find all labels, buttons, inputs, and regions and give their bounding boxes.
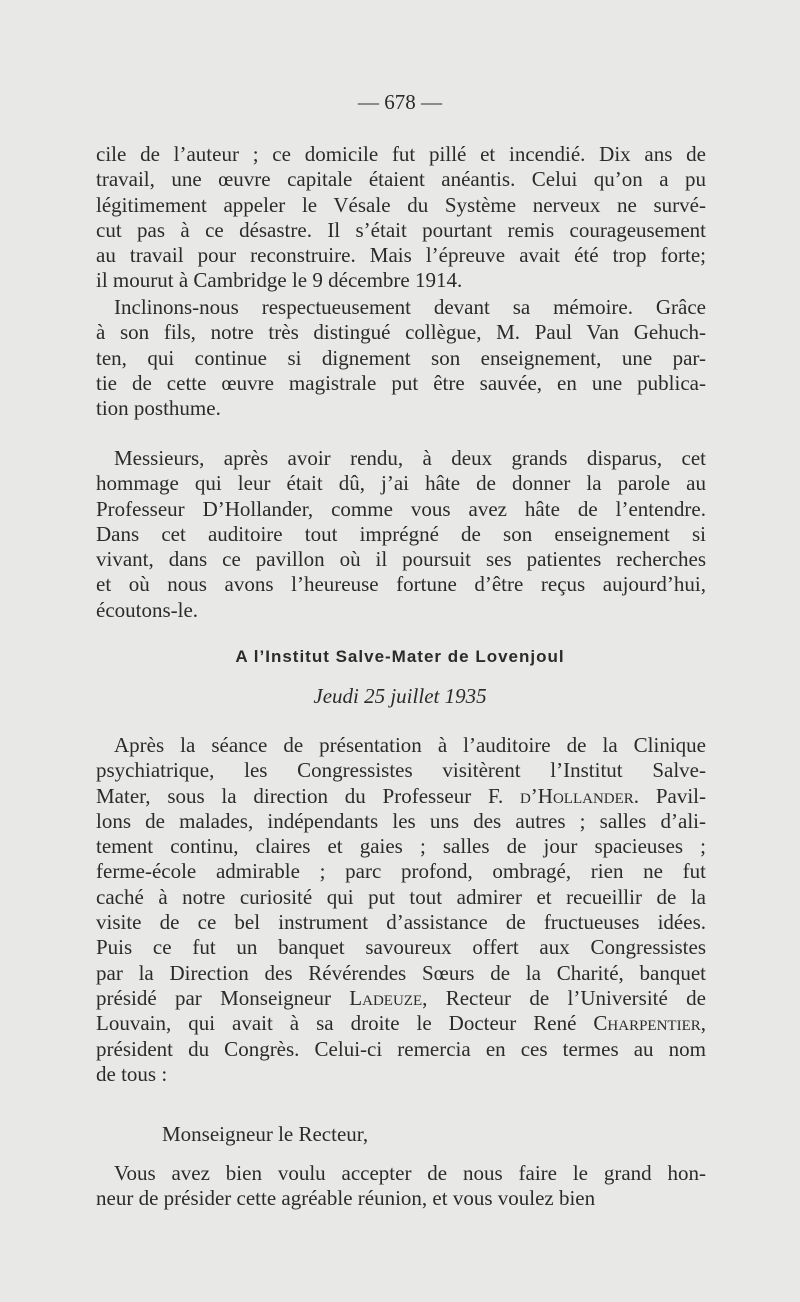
text-line: Messieurs, après avoir rendu, à deux grands disparus, cet bbox=[114, 446, 706, 470]
person-name: d’Hollander bbox=[519, 783, 634, 808]
text-segment: , Recteur de l’Université de bbox=[422, 985, 706, 1010]
salutation bbox=[96, 1122, 706, 1147]
text-line: cile de l’auteur ; ce domicile fut pillé et incendié. Dix ans de bbox=[96, 142, 706, 166]
text-line: vivant, dans ce pavillon où il poursuit ses patientes recherches bbox=[96, 547, 706, 572]
text-line: hommage qui leur était dû, j’ai hâte de donner la parole au bbox=[96, 471, 706, 496]
text-line: Dans cet auditoire tout imprégné de son enseignement si bbox=[96, 521, 706, 546]
text-line bbox=[96, 885, 706, 910]
text-line: tion posthume. bbox=[96, 396, 221, 421]
person-name: Charpentier bbox=[593, 1011, 701, 1036]
paragraph-4 bbox=[96, 733, 706, 1087]
text-line bbox=[96, 910, 706, 935]
text-segment: tement continu, claires et gaies ; salles de jour spacieuses ; bbox=[96, 834, 706, 859]
section-heading: A l’Institut Salve-Mater de Lovenjoul bbox=[235, 647, 565, 666]
text-line: Vous avez bien voulu accepter de nous faire le grand hon- bbox=[114, 1161, 706, 1185]
text-segment: lons de malades, indépendants les uns des autres ; salles d’ali- bbox=[96, 808, 706, 833]
text-line: légitimement appeler le Vésale du Système nerveux ne survé- bbox=[96, 192, 706, 217]
text-segment: Après la séance de présentation à l’auditoire de la Clinique bbox=[114, 733, 706, 757]
paragraph-3 bbox=[96, 446, 706, 623]
paragraph-2 bbox=[96, 295, 706, 421]
text-line bbox=[96, 733, 706, 758]
paragraph-1 bbox=[96, 142, 706, 294]
text-segment: par la Direction des Révérendes Sœurs de la Charité, banquet bbox=[96, 960, 706, 985]
text-line bbox=[96, 809, 706, 834]
text-segment: . Pavil- bbox=[633, 783, 706, 808]
text-line: tie de cette œuvre magistrale put être sauvée, en une publica- bbox=[96, 370, 706, 395]
text-segment: , bbox=[700, 1011, 706, 1036]
text-segment: ferme-école admirable ; parc profond, ombragé, rien ne fut bbox=[96, 859, 706, 884]
text-line: neur de présider cette agréable réunion, et vous voulez bien bbox=[96, 1186, 596, 1211]
text-line bbox=[96, 834, 706, 859]
text-line bbox=[96, 1037, 706, 1062]
text-line bbox=[96, 1011, 706, 1036]
section-date: Jeudi 25 juillet 1935 bbox=[313, 684, 487, 708]
salutation-text: Monseigneur le Recteur, bbox=[162, 1122, 369, 1146]
text-segment: Louvain, qui avait à sa droite le Docteur René bbox=[96, 1011, 594, 1036]
text-line: et où nous avons l’heureuse fortune d’être reçus aujourd’hui, bbox=[96, 572, 706, 597]
text-line: au travail pour reconstruire. Mais l’épreuve avait été trop forte; bbox=[96, 243, 706, 268]
text-line bbox=[96, 1062, 706, 1087]
text-line: Professeur D’Hollander, comme vous avez hâte de l’entendre. bbox=[96, 496, 706, 521]
text-line bbox=[96, 758, 706, 783]
text-line: il mourut à Cambridge le 9 décembre 1914. bbox=[96, 268, 463, 293]
text-segment: Puis ce fut un banquet savoureux offert aux Congressistes bbox=[96, 935, 706, 960]
text-line: cut pas à ce désastre. Il s’était pourtant remis courageusement bbox=[96, 217, 706, 242]
text-line bbox=[96, 859, 706, 884]
text-line bbox=[96, 784, 706, 809]
text-segment: présidé par Monseigneur bbox=[96, 985, 350, 1010]
text-line: écoutons-le. bbox=[96, 597, 199, 622]
text-line: Inclinons-nous respectueusement devant sa mémoire. Grâce bbox=[114, 295, 706, 319]
text-segment: de tous : bbox=[96, 1061, 168, 1086]
text-segment: caché à notre curiosité qui put tout admirer et recueillir de la bbox=[96, 884, 706, 909]
paragraph-5 bbox=[96, 1161, 706, 1212]
text-segment: Mater, sous la direction du Professeur F. bbox=[96, 783, 520, 808]
text-line bbox=[96, 961, 706, 986]
text-line: ten, qui continue si dignement son enseignement, une par- bbox=[96, 345, 706, 370]
text-segment: président du Congrès. Celui-ci remercia en ces termes au nom bbox=[96, 1036, 706, 1061]
text-line: à son fils, notre très distingué collègue, M. Paul Van Gehuch- bbox=[96, 320, 706, 345]
text-segment: visite de ce bel instrument d’assistance de fructueuses idées. bbox=[96, 910, 706, 935]
text-line bbox=[96, 986, 706, 1011]
person-name: Ladeuze bbox=[349, 985, 423, 1010]
text-segment: psychiatrique, les Congressistes visitèrent l’Institut Salve- bbox=[96, 758, 706, 783]
page-number: — 678 — bbox=[358, 90, 442, 114]
text-line: travail, une œuvre capitale étaient anéantis. Celui qu’on a pu bbox=[96, 167, 706, 192]
text-line bbox=[96, 935, 706, 960]
